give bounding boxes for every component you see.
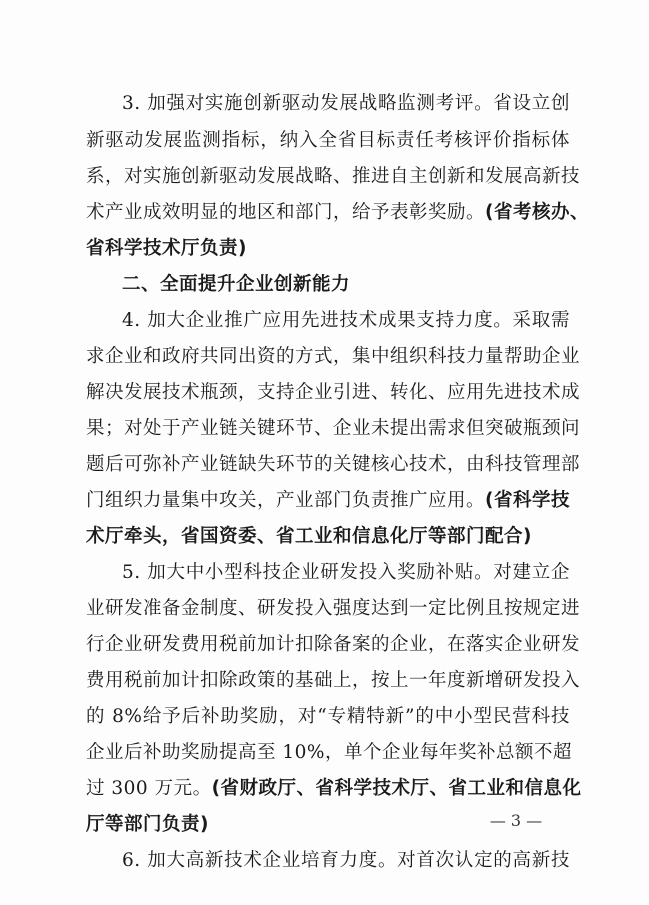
paragraph-4-note-part-1: (省科学技: [485, 490, 570, 511]
paragraph-5-line-7: [86, 773, 582, 805]
paragraph-5-text: 过 300 万元。: [86, 778, 212, 799]
paragraph-5-line-6: 企业后补助奖励提高至 10%，单个企业每年奖补总额不超: [86, 742, 573, 763]
paragraph-4-note-part-2: 术厅牵头，省国资委、省工业和信息化厅等部门配合): [86, 526, 532, 547]
paragraph-3-line-4: [86, 197, 589, 229]
paragraph-4-line-3: 解决发展技术瓶颈，支持企业引进、转化、应用先进技术成: [86, 382, 581, 403]
paragraph-4-line-6: [86, 485, 570, 517]
paragraph-4-line-5: 题后可弥补产业链缺失环节的关键核心技术，由科技管理部: [86, 454, 581, 475]
paragraph-5-line-1: 5. 加大中小型科技企业研发投入奖励补贴。对建立企: [122, 562, 570, 583]
paragraph-3-line-3: 系，对实施创新驱动发展战略、推进自主创新和发展高新技: [86, 166, 581, 187]
paragraph-5-note-part-1: (省财政厅、省科学技术厅、省工业和信息化: [211, 778, 582, 799]
paragraph-5-line-4: 费用税前加计扣除政策的基础上，按上一年度新增研发投入: [86, 670, 581, 691]
section-heading: 二、全面提升企业创新能力: [122, 274, 351, 295]
paragraph-4-text: 门组织力量集中攻关，产业部门负责推广应用。: [86, 490, 486, 511]
paragraph-5-note-part-2: 厅等部门负责): [86, 814, 209, 835]
paragraph-3-line-1: 3. 加强对实施创新驱动发展战略监测考评。省设立创: [122, 93, 570, 114]
paragraph-3-note-part-2: 省科学技术厅负责): [86, 238, 247, 259]
paragraph-6-line-1: 6. 加大高新技术企业培育力度。对首次认定的高新技: [122, 850, 570, 871]
paragraph-3-line-2: 新驱动发展监测指标，纳入全省目标责任考核评价指标体: [86, 130, 570, 151]
paragraph-5-line-5: 的 8%给予后补助奖励，对“专精特新”的中小型民营科技: [86, 706, 570, 727]
page-number: — 3 —: [489, 811, 543, 830]
paragraph-5-line-2: 业研发准备金制度、研发投入强度达到一定比例且按规定进: [86, 598, 581, 619]
paragraph-4-line-2: 求企业和政府共同出资的方式，集中组织科技力量帮助企业: [86, 346, 581, 367]
paragraph-4-line-4: 果；对处于产业链关键环节、企业未提出需求但突破瓶颈问: [86, 418, 581, 439]
paragraph-3-note-part-1: (省考核办、: [485, 202, 589, 223]
paragraph-3-text: 术产业成效明显的地区和部门，给予表彰奖励。: [86, 202, 486, 223]
paragraph-5-line-3: 行企业研发费用税前加计扣除备案的企业，在落实企业研发: [86, 634, 581, 655]
paragraph-4-line-1: 4. 加大企业推广应用先进技术成果支持力度。采取需: [122, 310, 570, 331]
